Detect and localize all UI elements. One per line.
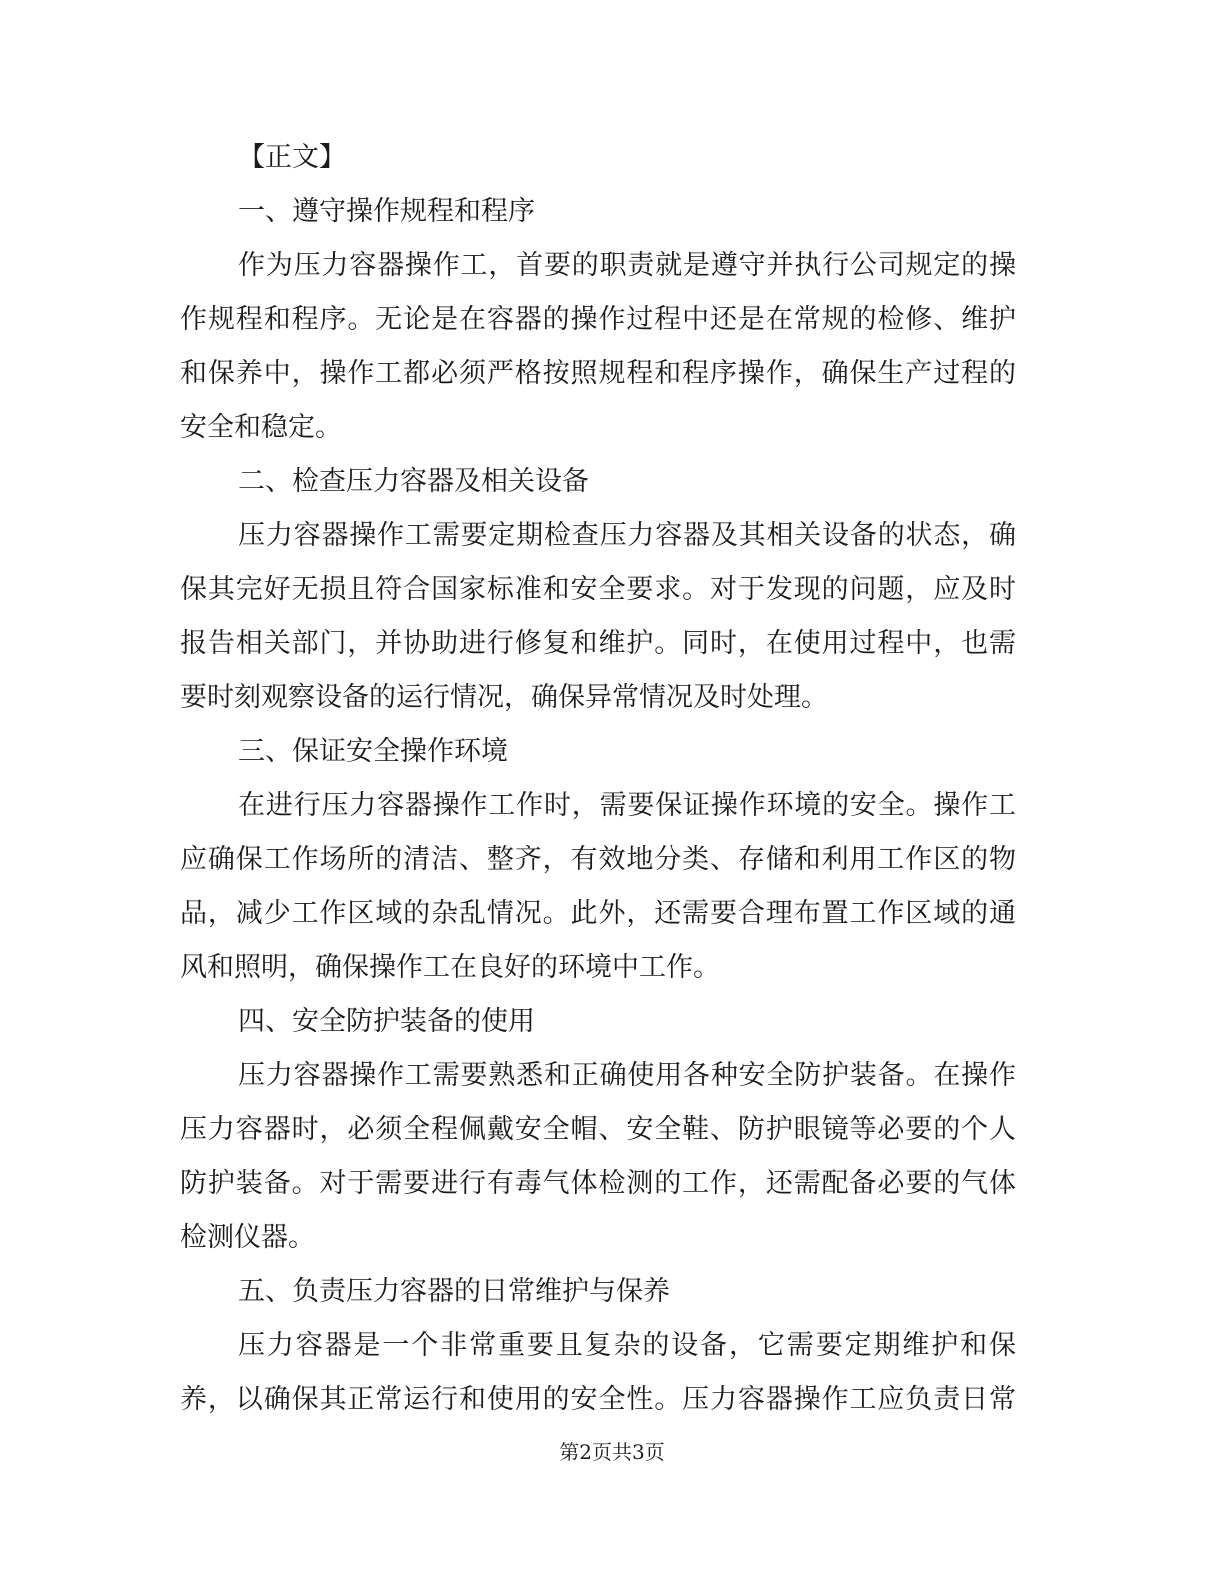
paragraph-line: 压力容器时，必须全程佩戴安全帽、安全鞋、防护眼镜等必要的个人 xyxy=(180,1114,1016,1145)
paragraph-line: 和保养中，操作工都必须严格按照规程和程序操作，确保生产过程的 xyxy=(180,358,1016,389)
section-heading-4: 四、安全防护装备的使用 xyxy=(238,1006,535,1037)
paragraph-line: 作规程和程序。无论是在容器的操作过程中还是在常规的检修、维护 xyxy=(180,304,1016,335)
paragraph-line: 保其完好无损且符合国家标准和安全要求。对于发现的问题，应及时 xyxy=(180,574,1016,605)
section-heading-2: 二、检查压力容器及相关设备 xyxy=(238,466,589,497)
section-label: 【正文】 xyxy=(238,142,346,173)
paragraph-line: 品，减少工作区域的杂乱情况。此外，还需要合理布置工作区域的通 xyxy=(180,898,1016,929)
paragraph-line: 防护装备。对于需要进行有毒气体检测的工作，还需配备必要的气体 xyxy=(180,1168,1016,1199)
document-body xyxy=(180,131,1016,1427)
paragraph-line: 检测仪器。 xyxy=(180,1222,315,1253)
paragraph-line: 压力容器是一个非常重要且复杂的设备，它需要定期维护和保 xyxy=(238,1330,1016,1361)
paragraph-line: 作为压力容器操作工，首要的职责就是遵守并执行公司规定的操 xyxy=(238,250,1016,281)
paragraph-line: 报告相关部门，并协助进行修复和维护。同时，在使用过程中，也需 xyxy=(180,628,1016,659)
page-number: 第2页共3页 xyxy=(559,1440,665,1464)
paragraph-line: 安全和稳定。 xyxy=(180,412,342,443)
paragraph-line: 养，以确保其正常运行和使用的安全性。压力容器操作工应负责日常 xyxy=(180,1384,1016,1415)
paragraph-line: 压力容器操作工需要定期检查压力容器及其相关设备的状态，确 xyxy=(238,520,1016,551)
paragraph-line: 应确保工作场所的清洁、整齐，有效地分类、存储和利用工作区的物 xyxy=(180,844,1016,875)
paragraph-line: 风和照明，确保操作工在良好的环境中工作。 xyxy=(180,952,720,983)
section-heading-5: 五、负责压力容器的日常维护与保养 xyxy=(238,1276,670,1307)
paragraph-line: 压力容器操作工需要熟悉和正确使用各种安全防护装备。在操作 xyxy=(238,1060,1016,1091)
section-heading-3: 三、保证安全操作环境 xyxy=(238,736,508,767)
paragraph-line: 要时刻观察设备的运行情况，确保异常情况及时处理。 xyxy=(180,682,828,713)
section-heading-1: 一、遵守操作规程和程序 xyxy=(238,196,535,227)
paragraph-line: 在进行压力容器操作工作时，需要保证操作环境的安全。操作工 xyxy=(238,790,1016,821)
